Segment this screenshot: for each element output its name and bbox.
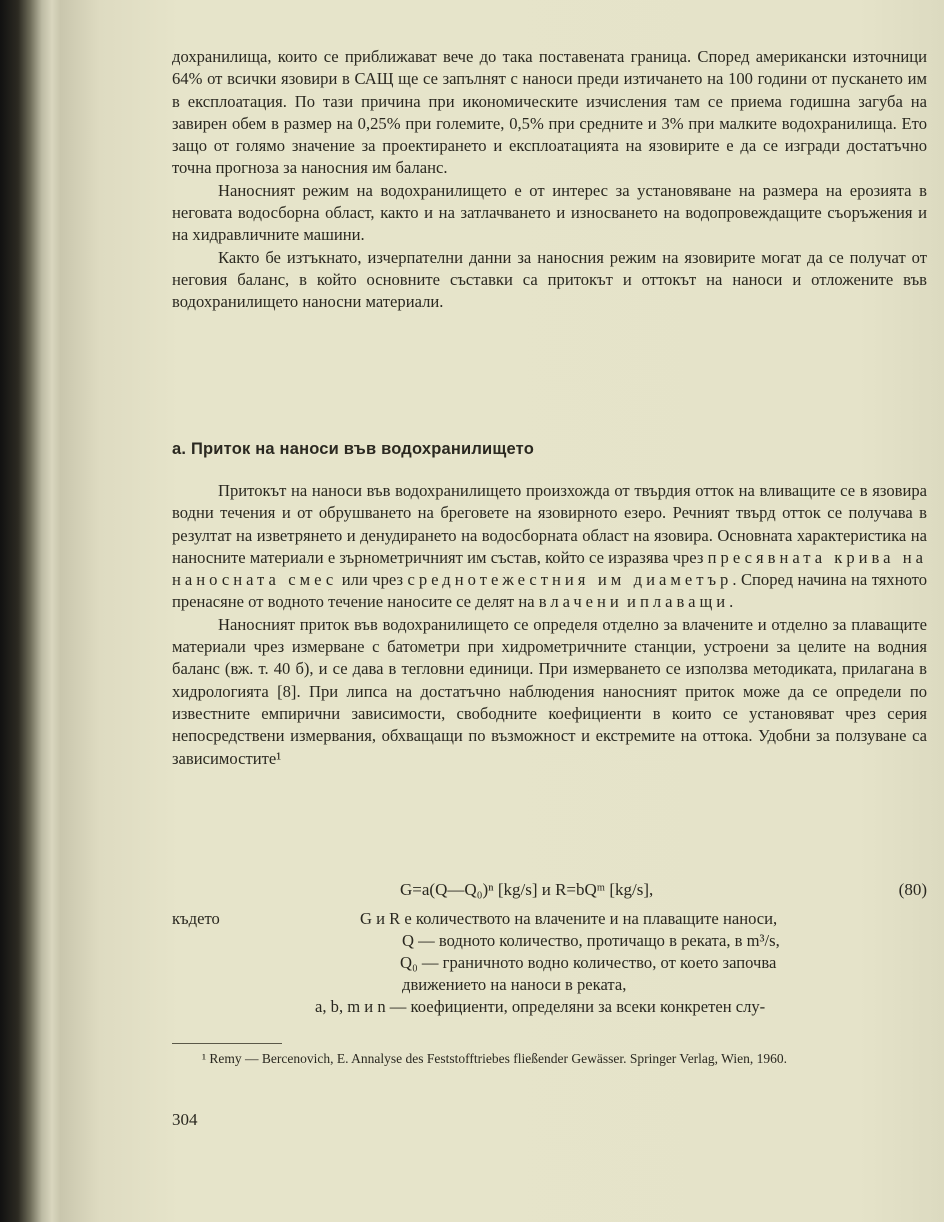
spaced-term: влачени xyxy=(538,592,623,612)
spaced-term: пресявната крива на наносната смес xyxy=(172,547,927,590)
page-number: 304 xyxy=(172,1110,198,1129)
paragraph-measurement: Наносният приток във водохранилището се определя отделно за влачените и отделно за плаващите материали чрез измерване с батометри при хидрометричните станции, устроени за целите на водния баланс (вж. т. 40 б), и се дава в тегловни единици. При измерването се използва методиката, прилагана в хидрологията [8]. При липса на достатъчно наблюдения наносният приток може да се определи по известните емпирични зависимости, свободните коефициенти в които се установяват чрез серия непосредствени измервания, обхващащи по възможност и екстремите на оттока. Удобни за ползуване са зависимостите¹ xyxy=(172,614,927,768)
spaced-term: среднотежестния им диаметър xyxy=(407,570,733,590)
section-body xyxy=(172,480,927,770)
definition-coefficients: a, b, m и n — коефициенти, определяни за всеки конкретен слу- xyxy=(315,997,766,1016)
footnote: ¹ Remy — Bercenovich, E. Annalyse des Feststofftriebes fließender Gewässer. Springer Verlag, Wien, 1960. xyxy=(202,1051,787,1066)
text-run: . xyxy=(729,592,734,612)
spaced-term: плаващи xyxy=(639,592,730,612)
paragraph-inflow xyxy=(172,480,927,614)
equation-80 xyxy=(172,880,927,906)
paragraph-balance: Както бе изтъкнато, изчерпателни данни за наносния режим на язовирите могат да се получат от неговия баланс, в който основните съставки са притокът и оттокът на наноси и отложените във водохранилището наносни материали. xyxy=(172,247,927,312)
equation-expression: G=a(Q—Q₀)ⁿ [kg/s] и R=bQᵐ [kg/s], xyxy=(400,880,654,899)
definition-q0: Q₀ — граничното водно количество, от което започва xyxy=(400,953,777,972)
paragraph-sediment-regime: Наносният режим на водохранилището е от интерес за установяване на размера на ерозията в неговата водосборна област, както и на затлачването и износването на водопровеждащите съоръжения и на хидравличните машини. xyxy=(172,180,927,245)
definition-g-r: G и R е количеството на влачените и на плаващите наноси, xyxy=(360,909,778,928)
footnote-divider xyxy=(172,1043,282,1044)
definition-q: Q — водното количество, протичащо в реката, в m³/s, xyxy=(402,931,780,950)
paragraph-continued: дохранилища, които се приближават вече до така поставената граница. Според американски източници 64% от всички язовири в САЩ ще се запълнят с наноси преди изтичането на 100 години от пускането им в експлоатация. По тази причина при икономическите изчисления там се приема годишна загуба на завирен обем в размер на 0,25% при големите, 0,5% при средните и 3% при малките водохранилища. Ето защо от голямо значение за проектирането и експлоатацията на язовирите е да се изгради достатъчно точна прогноза за наносния им баланс. xyxy=(172,47,927,178)
section-heading: а. Приток на наноси във водохранилището xyxy=(172,440,535,458)
where-label: където xyxy=(172,909,220,928)
text-run: или чрез xyxy=(337,570,408,590)
top-text-block xyxy=(172,46,927,314)
definition-q0-cont: движението на наноси в реката, xyxy=(402,975,627,994)
book-page xyxy=(60,0,944,1222)
text-run: . Според начина на тяхното пренасяне от водното течение наносите се делят на xyxy=(172,570,927,612)
equation-number: (80) xyxy=(898,880,927,899)
text-run: Притокът на наноси във водохранилището произхожда от твърдия отток на вливащите се в язовира водни течения и от обрушването на бреговете на язовирното езеро. Речният твърд отток се получава в резултат на изветрянето и денудирането на водосборната област на язовира. Основната характеристика на наносните материали е зърнометричният им състав, който се изразява чрез xyxy=(172,481,927,567)
text-run: и xyxy=(622,592,640,612)
